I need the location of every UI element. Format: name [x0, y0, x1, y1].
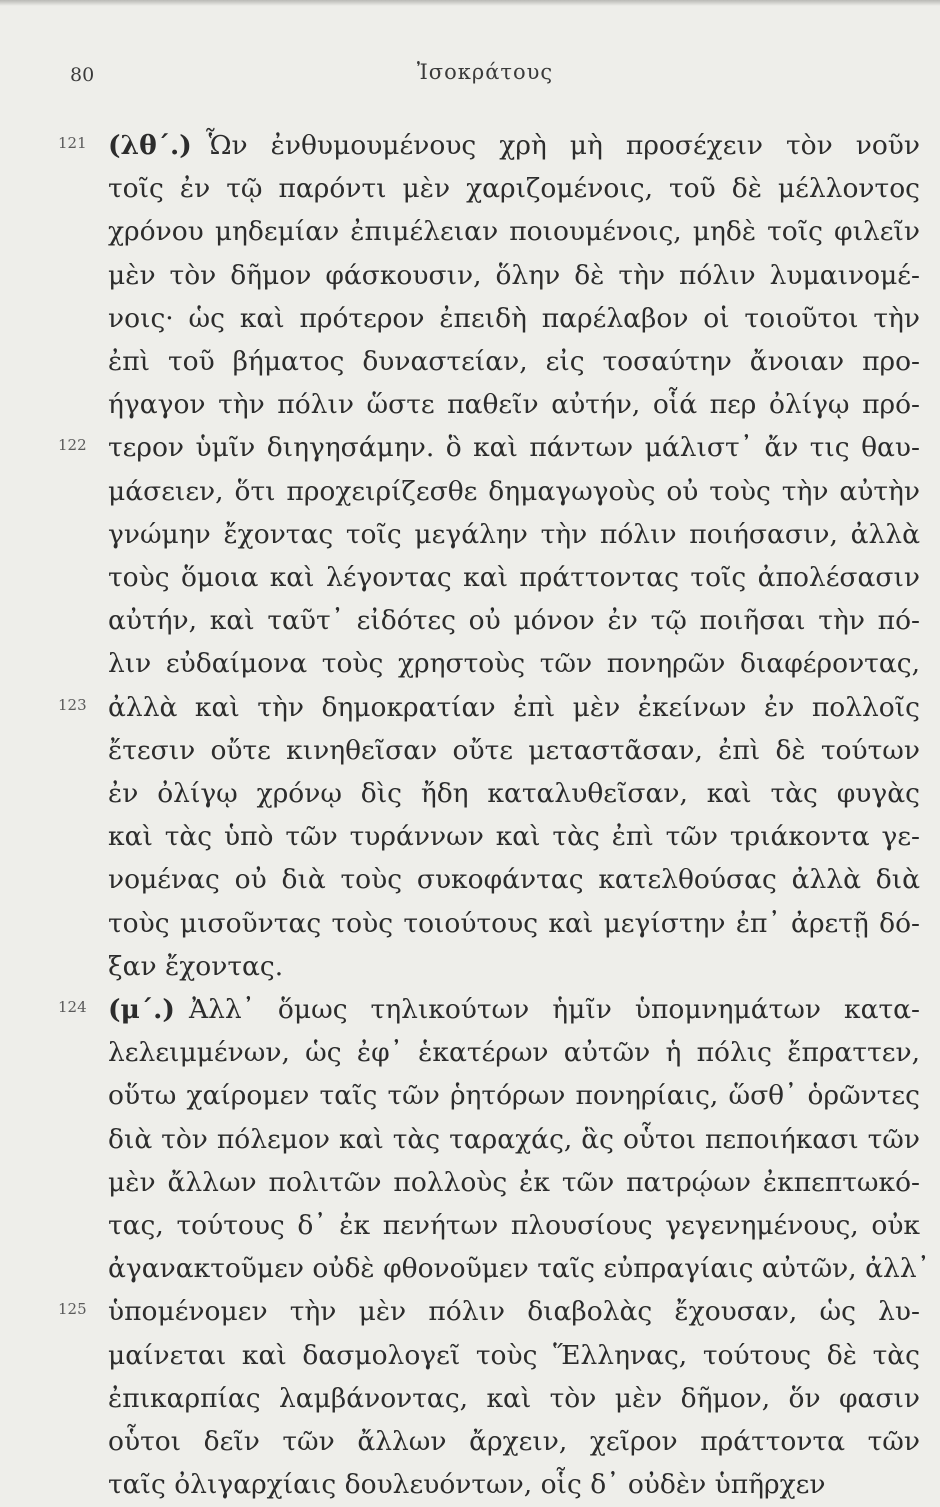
text-line	[0, 383, 940, 427]
running-head: Ἰσοκράτους	[416, 60, 554, 84]
line-text	[108, 1290, 920, 1334]
line-content: μαίνεται καὶ δασμολογεῖ τοὺς Ἕλληνας, τούτους δὲ τὰς	[108, 1339, 920, 1371]
section-number: 123	[58, 695, 87, 714]
line-text	[108, 1074, 920, 1118]
line-content: ἐν ὀλίγῳ χρόνῳ δὶς ἤδη καταλυθεῖσαν, καὶ τὰς φυγὰς	[108, 778, 920, 809]
line-content: ξαν ἔχοντας.	[108, 950, 284, 982]
line-content: ἀλλὰ καὶ τὴν δημοκρατίαν ἐπὶ μὲν ἐκείνων ἐν πολλοῖς	[108, 691, 920, 723]
line-content: τερον ὑμῖν διηγησάμην. ὃ καὶ πάντων μάλιστ᾽ ἄν τις θαυ-	[108, 432, 920, 464]
line-text	[108, 254, 920, 298]
line-content: μὲν ἄλλων πολιτῶν πολλοὺς ἐκ τῶν πατρῴων ἐκπεπτωκό-	[108, 1166, 920, 1198]
line-content: ταῖς ὀλιγαρχίαις δουλευόντων, οἷς δ᾽ οὐδὲν ὑπῆρχεν	[108, 1469, 826, 1501]
line-text	[108, 470, 920, 514]
text-line	[0, 1031, 940, 1075]
line-text	[108, 599, 920, 643]
line-content: χρόνου μηδεμίαν ἐπιμέλειαν ποιουμένοις, μηδὲ τοῖς φιλεῖν	[108, 216, 920, 248]
line-content: τοὺς μισοῦντας τοὺς τοιούτους καὶ μεγίστην ἐπ᾽ ἀρετῇ δό-	[108, 907, 920, 939]
line-text	[108, 858, 920, 902]
text-line	[0, 858, 940, 902]
line-content: αὐτήν, καὶ ταῦτ᾽ εἰδότες οὐ μόνον ἐν τῷ ποιῆσαι τὴν πό-	[108, 605, 920, 637]
text-line	[0, 254, 940, 298]
text-line	[0, 556, 940, 600]
text-line	[0, 1463, 940, 1507]
line-text	[108, 945, 920, 989]
line-content: μὲν τὸν δῆμον φάσκουσιν, ὅλην δὲ τὴν πόλιν λυμαινομέ-	[108, 259, 920, 291]
line-text	[108, 988, 920, 1032]
line-content: ἀγανακτοῦμεν οὐδὲ φθονοῦμεν ταῖς εὐπραγίαις αὐτῶν, ἀλλ᾽	[108, 1253, 930, 1285]
text-line	[0, 513, 940, 557]
text-line	[0, 1334, 940, 1378]
line-content: ἐπὶ τοῦ βήματος δυναστείαν, εἰς τοσαύτην ἄνοιαν προ-	[108, 346, 920, 377]
text-line	[0, 1074, 940, 1118]
text-line	[0, 167, 940, 211]
section-number: 122	[58, 436, 87, 455]
line-text	[108, 815, 920, 859]
text-line	[0, 772, 940, 816]
page-top-edge	[0, 0, 940, 6]
line-text	[108, 210, 920, 254]
line-text	[108, 426, 920, 470]
section-number: 121	[58, 134, 87, 152]
line-content: Ὧν ἐνθυμουμένους χρὴ μὴ προσέχειν τὸν νοῦν	[205, 130, 920, 161]
section-number: 124	[58, 998, 87, 1016]
line-text	[108, 642, 920, 686]
line-text	[108, 1377, 920, 1421]
text-line	[0, 686, 940, 730]
chapter-marker: (μ΄.)	[108, 994, 175, 1025]
text-line	[0, 988, 940, 1032]
line-content: διὰ τὸν πόλεμον καὶ τὰς ταραχάς, ἃς οὗτοι πεποιήκασι τῶν	[108, 1123, 920, 1155]
line-content: μάσειεν, ὅτι προχειρίζεσθε δημαγωγοὺς οὐ τοὺς τὴν αὐτὴν	[108, 475, 920, 507]
line-content: οὗτοι δεῖν τῶν ἄλλων ἄρχειν, χεῖρον πράττοντα τῶν	[108, 1426, 920, 1457]
line-text	[108, 556, 920, 600]
text-line	[0, 945, 940, 989]
line-content: Ἀλλ᾽ ὅμως τηλικούτων ἡμῖν ὑπομνημάτων κατα-	[188, 994, 920, 1025]
text-line	[0, 1290, 940, 1334]
line-text	[108, 1420, 920, 1464]
text-line	[0, 210, 940, 254]
text-line	[0, 599, 940, 643]
line-content: λιν εὐδαίμονα τοὺς χρηστοὺς τῶν πονηρῶν διαφέροντας,	[108, 648, 920, 680]
text-line	[0, 1118, 940, 1162]
line-content: τοὺς ὅμοια καὶ λέγοντας καὶ πράττοντας τοῖς ἀπολέσασιν	[108, 562, 920, 593]
line-content: τοῖς ἐν τῷ παρόντι μὲν χαριζομένοις, τοῦ δὲ μέλλοντος	[108, 173, 920, 205]
text-line	[0, 426, 940, 470]
text-line	[0, 470, 940, 514]
chapter-marker: (λθ΄.)	[108, 130, 192, 161]
line-text	[108, 1031, 920, 1075]
line-text	[108, 383, 920, 427]
line-content: νοις· ὡς καὶ πρότερον ἐπειδὴ παρέλαβον οἱ τοιοῦτοι τὴν	[108, 302, 920, 334]
line-content: λελειμμένων, ὡς ἐφ᾽ ἑκατέρων αὐτῶν ἡ πόλις ἔπραττεν,	[108, 1037, 920, 1069]
text-line	[0, 642, 940, 686]
line-content: ἔτεσιν οὔτε κινηθεῖσαν οὔτε μεταστᾶσαν, ἐπὶ δὲ τούτων	[108, 734, 920, 766]
text-line	[0, 124, 940, 168]
section-number: 125	[58, 1300, 87, 1319]
line-text	[108, 124, 920, 168]
line-text	[108, 1247, 930, 1291]
line-content: καὶ τὰς ὑπὸ τῶν τυράννων καὶ τὰς ἐπὶ τῶν τριάκοντα γε-	[108, 821, 920, 853]
text-line	[0, 1420, 940, 1464]
line-text	[108, 686, 920, 730]
line-content: νομένας οὐ διὰ τοὺς συκοφάντας κατελθούσας ἀλλὰ διὰ	[108, 864, 920, 896]
text-line	[0, 1204, 940, 1248]
text-line	[0, 1161, 940, 1205]
line-content: τας, τούτους δ᾽ ἐκ πενήτων πλουσίους γεγενημένους, οὐκ	[108, 1210, 920, 1241]
text-line	[0, 297, 940, 341]
line-content: οὕτω χαίρομεν ταῖς τῶν ῥητόρων πονηρίαις, ὥσθ᾽ ὁρῶντες	[108, 1080, 920, 1112]
text-line	[0, 340, 940, 384]
text-line	[0, 1247, 940, 1291]
text-line	[0, 1377, 940, 1421]
line-text	[108, 902, 920, 946]
line-text	[108, 772, 920, 816]
line-content: γνώμην ἔχοντας τοῖς μεγάλην τὴν πόλιν ποιήσασιν, ἀλλὰ	[108, 518, 920, 550]
text-line	[0, 815, 940, 859]
line-content: ήγαγον τὴν πόλιν ὥστε παθεῖν αὐτήν, οἷά περ ὀλίγῳ πρό-	[108, 389, 920, 421]
line-text	[108, 1334, 920, 1378]
line-text	[108, 1118, 920, 1162]
line-text	[108, 1204, 920, 1248]
page-number: 80	[70, 64, 95, 86]
text-line	[0, 902, 940, 946]
text-line	[0, 729, 940, 773]
line-text	[108, 297, 920, 341]
line-text	[108, 1161, 920, 1205]
line-text	[108, 729, 920, 773]
line-content: ὑπομένομεν τὴν μὲν πόλιν διαβολὰς ἔχουσαν, ὡς λυ-	[108, 1296, 920, 1328]
line-text	[108, 513, 920, 557]
line-text	[108, 340, 920, 384]
line-content: ἐπικαρπίας λαμβάνοντας, καὶ τὸν μὲν δῆμον, ὅν φασιν	[108, 1382, 920, 1414]
line-text	[108, 167, 920, 211]
line-text	[108, 1463, 920, 1507]
